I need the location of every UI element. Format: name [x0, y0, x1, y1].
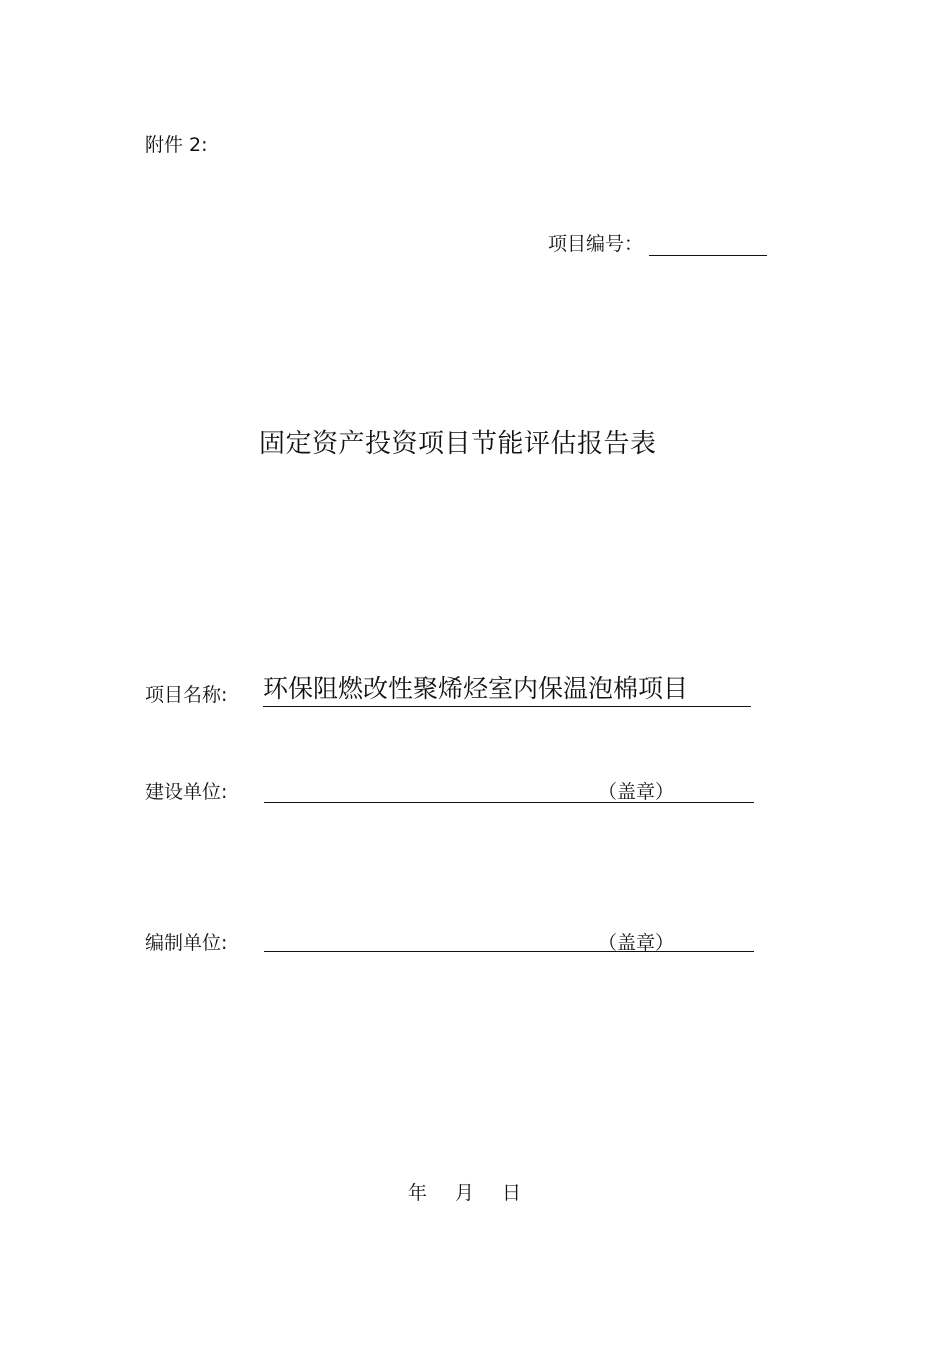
project-name-label: 项目名称: [145, 684, 228, 706]
compiler-unit-seal-note: （盖章） [598, 932, 675, 954]
construction-unit-seal-note: （盖章） [598, 781, 675, 803]
construction-unit-field [264, 776, 754, 803]
project-number-row [548, 229, 767, 256]
project-name-value: 环保阻燃改性聚烯烃室内保温泡棉项目 [263, 674, 689, 703]
project-number-blank [649, 231, 767, 256]
project-number-label: 项目编号： [548, 233, 644, 255]
compiler-unit-field [264, 925, 754, 952]
date-month: 月 [455, 1182, 475, 1204]
date-day: 日 [502, 1182, 522, 1204]
compiler-unit-label: 编制单位: [145, 932, 228, 954]
attachment-label: 附件 2: [145, 134, 208, 156]
date-year: 年 [408, 1182, 428, 1204]
page-title: 固定资产投资项目节能评估报告表 [259, 429, 657, 459]
project-name-field [263, 674, 751, 707]
date-row [408, 1178, 521, 1205]
construction-unit-label: 建设单位: [145, 781, 228, 803]
